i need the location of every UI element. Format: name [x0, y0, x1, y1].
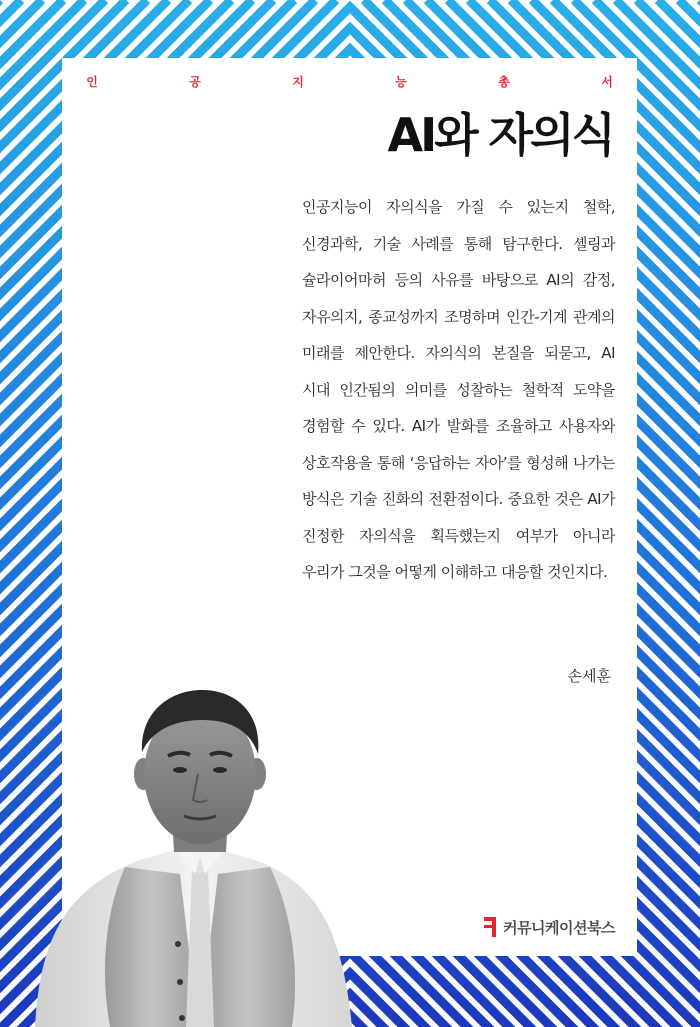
series-char: 지	[292, 75, 304, 89]
author-name: 손세훈	[567, 667, 611, 685]
series-char: 능	[395, 75, 407, 89]
series-label	[62, 72, 637, 92]
series-char: 공	[189, 75, 201, 89]
publisher	[483, 916, 615, 938]
series-char: 총	[498, 75, 510, 89]
book-title: AI와 자의식	[387, 108, 613, 162]
series-char: 인	[86, 75, 98, 89]
series-char: 서	[601, 75, 613, 89]
publisher-name: 커뮤니케이션북스	[503, 918, 615, 937]
author-portrait	[30, 682, 360, 1027]
book-description: 인공지능이 자의식을 가질 수 있는지 철학, 신경과학, 기술 사례를 통해 탐구한다. 셸링과 슐라이어마허 등의 사유를 바탕으로 AI의 감정, 자유의지, 종교성까지 조명하며 인간-기계 관계의 미래를 제안한다. 자의식의 본질을 되묻고, AI 시대 인간됨의 의미를 성찰하는 철학적 도약을 경험할 수 있다. AI가 발화를 조율하고 사용자와 상호작용을 통해 ‘응답하는 자아’를 형성해 나가는 방식은 기술 진화의 전환점이다. 중요한 것은 AI가 진정한 자의식을 획득했는지 여부가 아니라 우리가 그것을 어떻게 이해하고 대응할 것인지다.	[302, 198, 615, 581]
publisher-logo-icon	[483, 916, 497, 938]
